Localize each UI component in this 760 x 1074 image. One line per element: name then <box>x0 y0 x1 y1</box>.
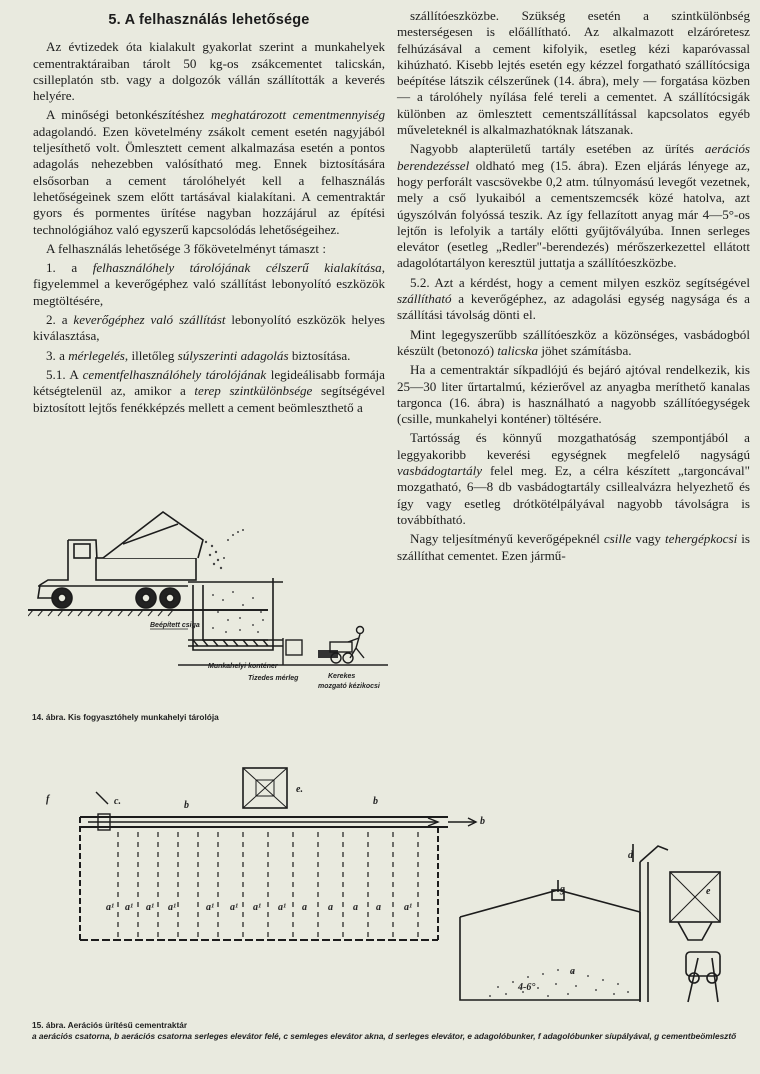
right-text-run: a keverőgéphez, az adagolási egység nagysága és a szállítási távolság dönti el. <box>397 291 750 323</box>
right-paragraph <box>397 141 750 271</box>
storage-bin <box>188 578 283 650</box>
label-a-c: a <box>353 902 358 913</box>
left-paragraph <box>33 260 385 309</box>
left-text-run: keverőgéphez való szállítást <box>73 312 226 328</box>
right-text-run: Nagyobb alapterületű tartály esetében az ürítés <box>410 141 705 157</box>
label-a: a <box>302 902 307 913</box>
label-b2: b <box>373 796 378 807</box>
right-text-run: Ha a cementraktár síkpadlójú és bejáró ajtóval rendelkezik, kis 25—30 liter űrtartalmú, kézierővel az anyagba meríthető kanalas targonca (16. ábra) is használható a nagyobb szállítóegységek (csille, munkahelyi konténer) töltésére. <box>397 362 750 427</box>
label-e: e. <box>296 784 303 795</box>
label-b3: b <box>480 816 485 827</box>
right-text-run: Mint legegyszerűbb szállítóeszköz a közönséges, vasbádogból készült (betonozó) <box>397 326 750 358</box>
label-aa: a <box>570 966 575 977</box>
label-a1f: a¹ <box>230 902 238 913</box>
label-a1b: a¹ <box>125 902 133 913</box>
left-text-run: segítségével biztosított lejtős fenékképzés mellett a cement beömleszthető a <box>33 383 385 415</box>
section-title: 5. A felhasználás lehetősége <box>108 12 310 28</box>
label-f: f <box>46 794 50 805</box>
left-text-run: 2. a <box>46 312 74 328</box>
right-text-run: felel meg. Ez, a célra készített „targoncával" mozgatható, 6—8 db vasbádogtartály csillealvázra helyezhető és így vagy esetleg drótkötélpályával nagyobb távolságra is továbbítható. <box>397 463 750 527</box>
label-a1d: a¹ <box>168 902 176 913</box>
right-paragraph <box>397 275 750 324</box>
left-text-run: A minőségi betonkészítéshez <box>46 107 211 123</box>
left-text-run: terep szintkülönbsége <box>194 383 313 399</box>
screw-conveyor <box>188 638 283 665</box>
label-a1: a¹ <box>106 902 114 913</box>
label-kezi: Kerekes <box>328 673 356 680</box>
left-text-run: súlyszerinti adagolás <box>177 347 289 363</box>
left-text-run: 1. a <box>46 260 93 276</box>
label-a1h: a¹ <box>278 902 286 913</box>
label-merleg: Tizedes mérleg <box>248 675 299 682</box>
truck <box>38 512 203 608</box>
left-text-run: felhasználóhely tárolójának célszerű kialakítása <box>92 260 382 276</box>
left-text-run: 3. a <box>46 347 69 363</box>
right-text-run: oldható meg (15. ábra). Ezen eljárás lényege az, hogy perforált vascsövekbe 0,2 atm. túlnyomású levegőt vezetnek, mely a cső lyukaiból a cementszemcsék közé hatolva, azt úgyszólván folyóssá teszik. Az így fellazított anyag már 4—5°-os lejtőn is lefolyik a tartály előtti gyűjtővályúba. Innen serleges elevátor (esetleg „Redler"-berendezés) mérőszerkezettel ellátott adagolótartályon keresztül juttatja a szállítóeszközbe. <box>397 157 750 271</box>
right-text-run: jöhet számításba. <box>538 342 632 358</box>
left-text-run: Az évtizedek óta kialakult gyakorlat szerint a munkahelyek cementraktáraiban tárolt 50 kg-os zsákcementet talicskán, csilleplatón stb. vagy a dolgozók vállán szállították a keverés helyére. <box>33 39 385 104</box>
left-paragraph <box>33 39 385 104</box>
label-a-d: a <box>376 902 381 913</box>
label-a1c: a¹ <box>146 902 154 913</box>
right-text-run: Nagy teljesítményű keverőgépeknél <box>410 531 604 547</box>
left-text-run: biztosítása. <box>288 347 351 363</box>
right-text-run: talicska <box>497 342 539 358</box>
label-a1i: a¹ <box>404 902 412 913</box>
figure-14-caption: 14. ábra. Kis fogyasztóhely munkahelyi tárolója <box>32 712 219 722</box>
figure-15-caption <box>32 1020 752 1041</box>
left-paragraphs <box>33 39 385 416</box>
label-kontener: Munkahelyi konténer <box>208 663 278 670</box>
right-paragraph <box>397 430 750 528</box>
section-view <box>460 844 720 1002</box>
right-text-run: vasbádogtartály <box>397 463 483 479</box>
figure-15-drawing <box>28 762 752 1018</box>
label-d: d <box>628 850 633 861</box>
label-a46: 4-6° <box>518 982 536 993</box>
left-text-run: , illetőleg <box>124 347 178 363</box>
right-text-run: szállítóeszközbe. Szükség esetén a szintkülönbség mesterségesen is előállítható. Az alkalmazott elzáróretesz felhúzásával a cement kifolyik, esetleg kézi kaparóvassal kihúzható. Kisebb lejtés esetén egy kézzel forgatható szállítócsiga beépítése látszik célszerűnek (14. ábra), mely — forgatása közben — a tárolóhely nyílása felé tereli a cementet. A szállítócsigák különben az ömlesztett cementszállítással kapcsolatos egyéb műveleteknél is alkalmazhatóknak látszanak. <box>397 8 750 138</box>
left-text-run: 5.1. A <box>46 366 83 382</box>
left-paragraph <box>33 241 385 257</box>
left-paragraph <box>33 348 385 364</box>
label-c: c. <box>114 796 121 807</box>
label-g: g <box>560 884 565 895</box>
right-text-run: aerációs berendezéssel <box>397 141 750 173</box>
label-kezi2: mozgató kézikocsi <box>318 683 380 690</box>
left-text-run: , figyelemmel a keverőgéphez való szállítást lebonyolító eszközök megtöltésére, <box>33 260 385 308</box>
right-text-run: is szállíthat cementet. Ezen jármű- <box>397 531 750 563</box>
label-e2: e <box>706 886 711 897</box>
label-a-b: a <box>328 902 333 913</box>
right-paragraph <box>397 327 750 360</box>
right-paragraphs <box>397 8 750 564</box>
aeration-channels <box>118 832 418 937</box>
left-text-run: cementfelhasználóhely tárolójának <box>82 366 267 382</box>
label-b1: b <box>184 800 189 811</box>
left-text-run: adagolandó. Ezen követelmény zsákolt cement esetén nagyjából teljesíthető volt. Ömlesztett cement alkalmazása esetén a pontos adagolás nehezebben valósítható meg. Ennek biztosítására elsősorban a cement tárolóhelyét kell a felhasználás lehetőségeinek szem előtt tartásával kialakítani. A cementraktár gyors és pormentes ürítése nagyban hozzájárul az építési technológiához való egyszerű kapcsolódás lehetőségeihez. <box>33 123 385 237</box>
right-paragraph <box>397 531 750 564</box>
right-text-run: vagy <box>631 531 665 547</box>
left-text-run: meghatározott cementmennyiség <box>210 107 385 123</box>
right-text-run: Tartósság és könnyű mozgathatóság szempontjából a leggyakoribb keverési egységnek megfelelő nagyságú <box>397 430 750 462</box>
left-paragraph <box>33 312 385 345</box>
left-paragraph <box>33 107 385 237</box>
label-a1e: a¹ <box>206 902 214 913</box>
figure-14-drawing <box>28 500 388 710</box>
figure-15-caption-title: 15. ábra. Aerációs ürítésű cementraktár <box>32 1020 188 1030</box>
label-csiga: Beépített csiga <box>150 622 200 629</box>
right-paragraph <box>397 8 750 138</box>
left-text-run: legideálisabb formája kétségtelenül az, amikor a <box>33 366 385 399</box>
left-column <box>33 12 385 419</box>
right-text-run: 5.2. Azt a kérdést, hogy a cement milyen eszköz segítségével <box>410 274 750 290</box>
left-text-run: lebonyolító eszközök helyes kiválasztása, <box>33 312 385 344</box>
right-text-run: csille <box>603 531 632 547</box>
figure-15-caption-items: a aerációs csatorna, b aerációs csatorna serleges elevátor felé, c semleges elevátor akna, d serleges elevátor, e adagolóbunker, f adagolóbunker síupályával, g cementbeömlesztő <box>32 1030 737 1041</box>
left-text-run: A felhasználás lehetősége 3 főkövetelményt támaszt : <box>46 240 326 256</box>
right-column <box>397 8 750 567</box>
right-paragraph <box>397 362 750 427</box>
label-a1g: a¹ <box>253 902 261 913</box>
left-paragraph <box>33 367 385 416</box>
right-text-run: tehergépkocsi <box>665 531 738 547</box>
left-text-run: mérlegelés <box>68 347 125 363</box>
right-text-run: szállítható <box>397 291 452 307</box>
